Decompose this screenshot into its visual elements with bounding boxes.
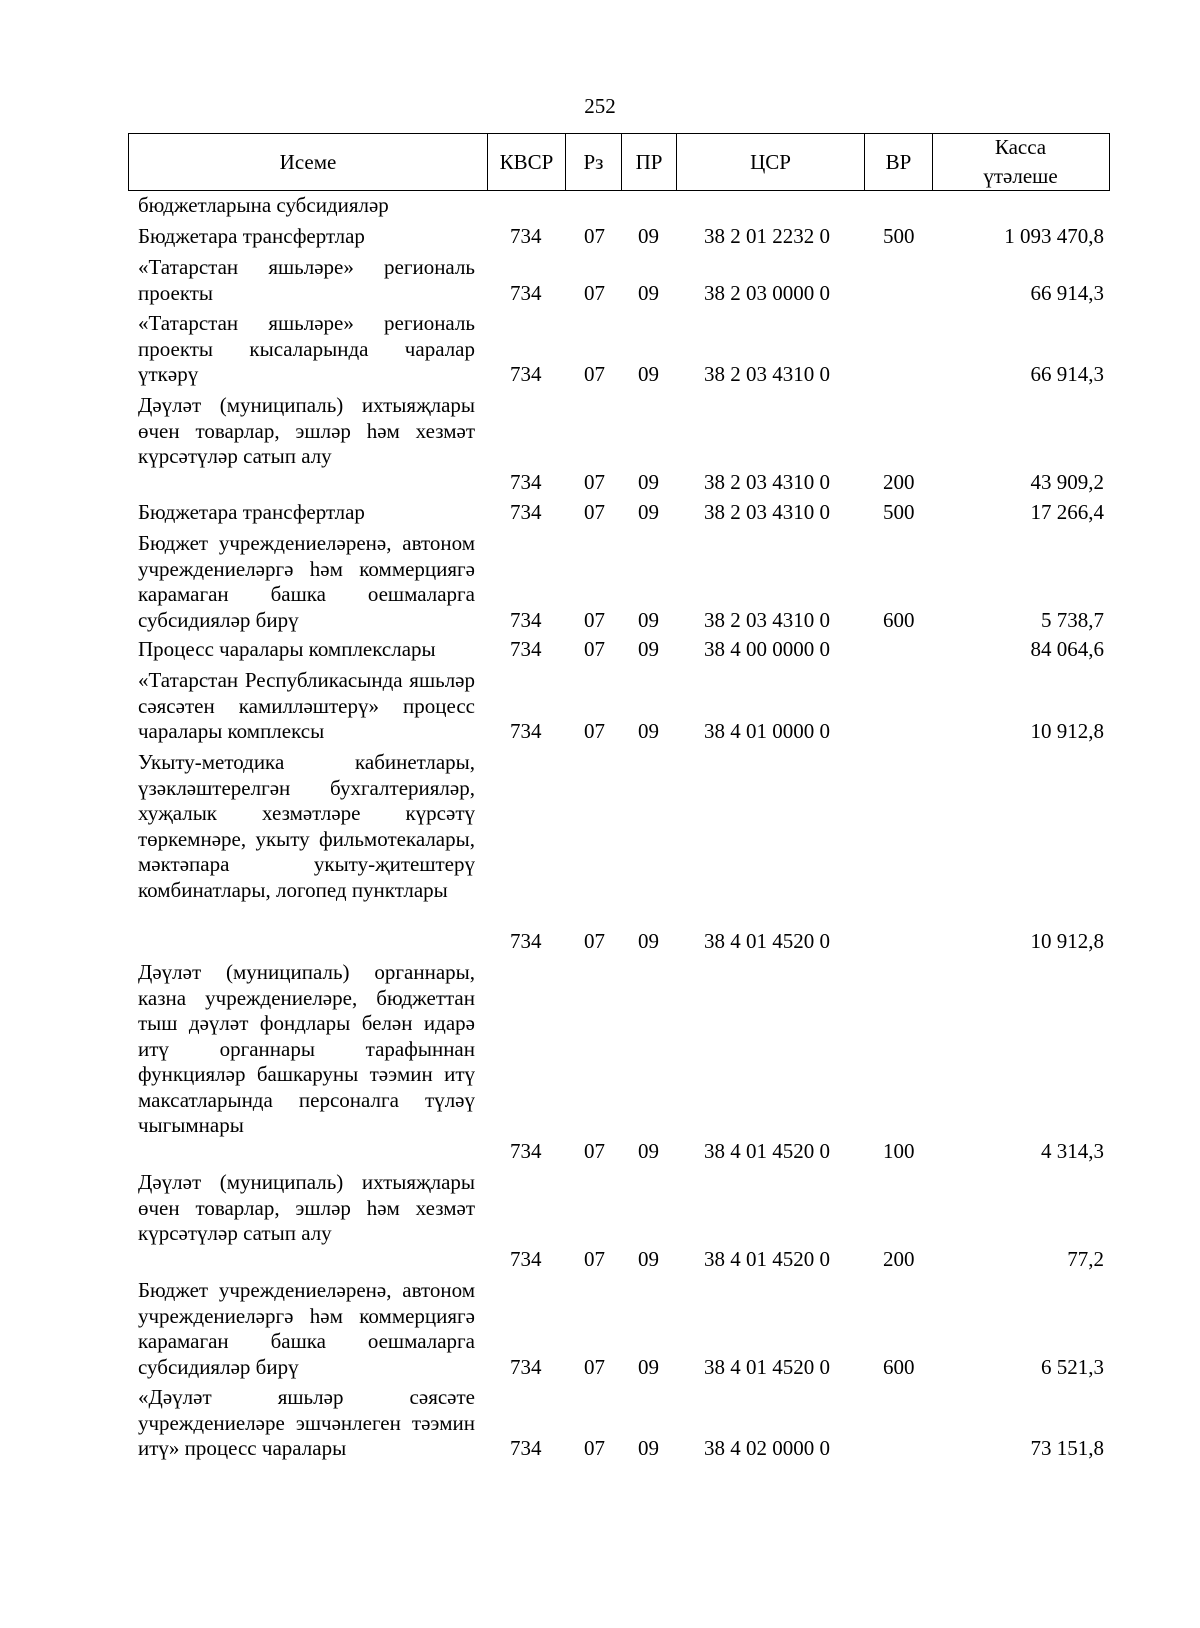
row-rz: 07 (584, 500, 605, 524)
row-name: «Татарстан яшьләре» региональ проекты (138, 255, 475, 305)
row-pr: 09 (638, 1354, 659, 1379)
row-csr: 38 4 01 4520 0 (704, 928, 830, 953)
row-sum: 17 266,4 (1030, 500, 1104, 524)
row-sum: 5 738,7 (1041, 607, 1104, 632)
row-csr: 38 4 01 4520 0 (704, 1354, 830, 1379)
row-vr: 500 (883, 224, 915, 248)
row-kvsr: 734 (510, 637, 542, 661)
row-kvsr: 734 (510, 1354, 542, 1379)
row-pr: 09 (638, 637, 659, 661)
row-csr: 38 2 03 4310 0 (704, 362, 830, 386)
row-pr: 09 (638, 607, 659, 632)
row-sum: 4 314,3 (1041, 1138, 1104, 1163)
row-sum: 10 912,8 (1030, 719, 1104, 743)
row-rz: 07 (584, 224, 605, 248)
row-pr: 09 (638, 1138, 659, 1163)
row-pr: 09 (638, 500, 659, 524)
row-vr: 500 (883, 500, 915, 524)
row-pr: 09 (638, 224, 659, 248)
row-name: Бюджетара трансфертлар (138, 224, 365, 248)
row-kvsr: 734 (510, 500, 542, 524)
row-sum: 84 064,6 (1030, 637, 1104, 661)
row-rz: 07 (584, 928, 605, 953)
row-name: Дәүләт (муниципаль) ихтыяҗлары өчен товарлар, эшләр һәм хезмәт күрсәтүләр сатып алу (138, 1170, 475, 1245)
header-pr: ПР (622, 134, 677, 190)
row-pr: 09 (638, 1246, 659, 1271)
row-rz: 07 (584, 1354, 605, 1379)
row-vr: 200 (883, 1246, 915, 1271)
row-name: «Дәүләт яшьләр сәясәте учреждениеләре эшчәнлеген тәэмин итү» процесс чаралары (138, 1385, 475, 1460)
row-rz: 07 (584, 719, 605, 743)
row-rz: 07 (584, 637, 605, 661)
table-header (128, 133, 1110, 191)
row-vr: 600 (883, 1354, 915, 1379)
row-csr: 38 4 00 0000 0 (704, 637, 830, 661)
row-name: Бюджетара трансфертлар (138, 500, 365, 524)
header-sum (933, 134, 1108, 190)
row-sum: 73 151,8 (1030, 1436, 1104, 1460)
header-rz: Рз (566, 134, 622, 190)
row-sum: 66 914,3 (1030, 280, 1104, 305)
row-csr: 38 2 03 0000 0 (704, 280, 830, 305)
row-pr: 09 (638, 719, 659, 743)
row-sum: 6 521,3 (1041, 1354, 1104, 1379)
row-kvsr: 734 (510, 928, 542, 953)
row-csr: 38 2 01 2232 0 (704, 224, 830, 248)
row-kvsr: 734 (510, 280, 542, 305)
row-csr: 38 4 01 4520 0 (704, 1246, 830, 1271)
row-name: Дәүләт (муниципаль) органнары, казна учреждениеләре, бюджеттан тыш дәүләт фондлары белән идарә итү органнары тарафыннан функцияләр башкаруны тәэмин итү максатларында персоналга түләү чыгымнары (138, 960, 475, 1137)
row-csr: 38 2 03 4310 0 (704, 469, 830, 494)
row-csr: 38 2 03 4310 0 (704, 500, 830, 524)
row-pr: 09 (638, 469, 659, 494)
row-pr: 09 (638, 280, 659, 305)
row-name: бюджетларына субсидияләр (138, 193, 389, 217)
row-csr: 38 4 01 4520 0 (704, 1138, 830, 1163)
row-sum: 10 912,8 (1030, 928, 1104, 953)
row-vr: 200 (883, 469, 915, 494)
header-csr: ЦСР (677, 134, 865, 190)
row-kvsr: 734 (510, 719, 542, 743)
header-name: Исеме (129, 134, 488, 190)
row-vr: 600 (883, 607, 915, 632)
row-sum: 66 914,3 (1030, 362, 1104, 386)
row-rz: 07 (584, 280, 605, 305)
row-rz: 07 (584, 1436, 605, 1460)
row-csr: 38 4 01 0000 0 (704, 719, 830, 743)
row-csr: 38 2 03 4310 0 (704, 607, 830, 632)
row-name: Дәүләт (муниципаль) ихтыяҗлары өчен товарлар, эшләр һәм хезмәт күрсәтүләр сатып алу (138, 393, 475, 468)
row-kvsr: 734 (510, 1436, 542, 1460)
row-name: Укыту-методика кабинетлары, үзәкләштерелгән бухгалтерияләр, хуҗалык хезмәтләре күрсәтү төркемнәре, укыту фильмотекалары, мәктәпара укыту-җитештерү комбинатлары, логопед пунктлары (138, 750, 475, 902)
row-kvsr: 734 (510, 469, 542, 494)
row-sum: 77,2 (1067, 1246, 1104, 1271)
header-sum-line1: Касса (994, 135, 1047, 159)
row-rz: 07 (584, 1138, 605, 1163)
row-name: Бюджет учреждениеләренә, автоном учреждениеләргә һәм коммерциягә карамаган башка оешмаларга субсидияләр бирү (138, 1278, 475, 1379)
row-kvsr: 734 (510, 1138, 542, 1163)
row-rz: 07 (584, 1246, 605, 1271)
row-pr: 09 (638, 1436, 659, 1460)
row-name: Процесс чаралары комплекслары (138, 637, 436, 661)
row-vr: 100 (883, 1138, 915, 1163)
row-sum: 1 093 470,8 (1004, 224, 1104, 248)
row-pr: 09 (638, 928, 659, 953)
row-rz: 07 (584, 607, 605, 632)
row-pr: 09 (638, 362, 659, 386)
row-name: «Татарстан яшьләре» региональ проекты кысаларында чаралар үткәрү (138, 311, 475, 386)
header-kvsr: КВСР (488, 134, 566, 190)
row-kvsr: 734 (510, 1246, 542, 1271)
header-vr: ВР (865, 134, 933, 190)
row-rz: 07 (584, 469, 605, 494)
row-name: Бюджет учреждениеләренә, автоном учреждениеләргә һәм коммерциягә карамаган башка оешмаларга субсидияләр бирү (138, 531, 475, 632)
row-sum: 43 909,2 (1030, 469, 1104, 494)
row-kvsr: 734 (510, 607, 542, 632)
row-kvsr: 734 (510, 362, 542, 386)
row-name: «Татарстан Республикасында яшьләр сәясәтен камилләштерү» процесс чаралары комплексы (138, 668, 475, 743)
page-number: 252 (584, 94, 616, 118)
header-sum-line2: үтәлеше (983, 164, 1058, 188)
row-rz: 07 (584, 362, 605, 386)
row-kvsr: 734 (510, 224, 542, 248)
row-csr: 38 4 02 0000 0 (704, 1436, 830, 1460)
